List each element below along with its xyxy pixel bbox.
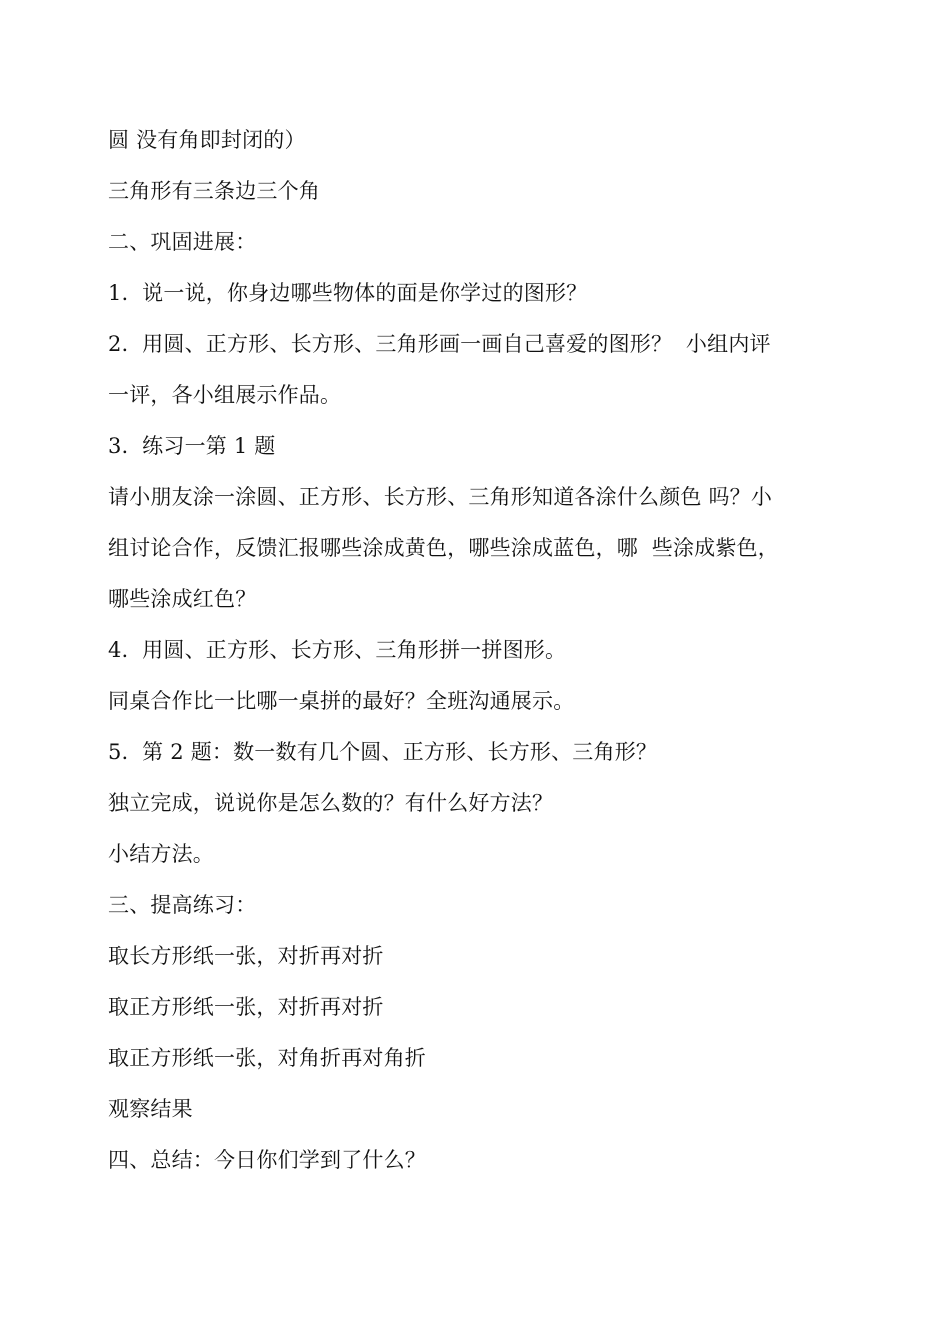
text-line-circle-note: 圆 没有角即封闭的） [108, 128, 306, 152]
list-item-2-continued: 一评，各小组展示作品。 [108, 383, 342, 407]
paragraph-fold-rectangle: 取长方形纸一张，对折再对折 [108, 944, 384, 968]
paragraph-summary-method: 小结方法。 [108, 842, 214, 866]
paragraph-observe: 观察结果 [108, 1097, 193, 1121]
list-item-3: 3. 练习一第 1 题 [108, 434, 276, 458]
section-heading-practice: 三、提高练习： [108, 893, 257, 917]
paragraph-coloring-1: 请小朋友涂一涂圆、正方形、长方形、三角形知道各涂什么颜色 吗？小 [108, 485, 773, 509]
paragraph-independent: 独立完成，说说你是怎么数的？有什么好方法？ [108, 791, 554, 815]
list-item-2: 2. 用圆、正方形、长方形、三角形画一画自己喜爱的图形？ 小组内评 [108, 332, 771, 356]
list-item-4: 4. 用圆、正方形、长方形、三角形拼一拼图形。 [108, 638, 567, 662]
list-item-1: 1. 说一说，你身边哪些物体的面是你学过的图形？ [108, 281, 588, 305]
paragraph-coloring-2: 组讨论合作，反馈汇报哪些涂成黄色，哪些涂成蓝色，哪 些涂成紫色， [108, 536, 779, 560]
list-item-5: 5. 第 2 题：数一数有几个圆、正方形、长方形、三角形？ [108, 740, 658, 764]
paragraph-coloring-3: 哪些涂成红色？ [108, 587, 257, 611]
section-heading-summary: 四、总结：今日你们学到了什么？ [108, 1148, 426, 1172]
text-line-triangle-note: 三角形有三条边三个角 [108, 179, 320, 203]
document-body [108, 115, 853, 1186]
section-heading-consolidation: 二、巩固进展： [108, 230, 257, 254]
paragraph-fold-square: 取正方形纸一张，对折再对折 [108, 995, 384, 1019]
paragraph-desk-compare: 同桌合作比一比哪一桌拼的最好？全班沟通展示。 [108, 689, 575, 713]
paragraph-fold-diagonal: 取正方形纸一张，对角折再对角折 [108, 1046, 426, 1070]
